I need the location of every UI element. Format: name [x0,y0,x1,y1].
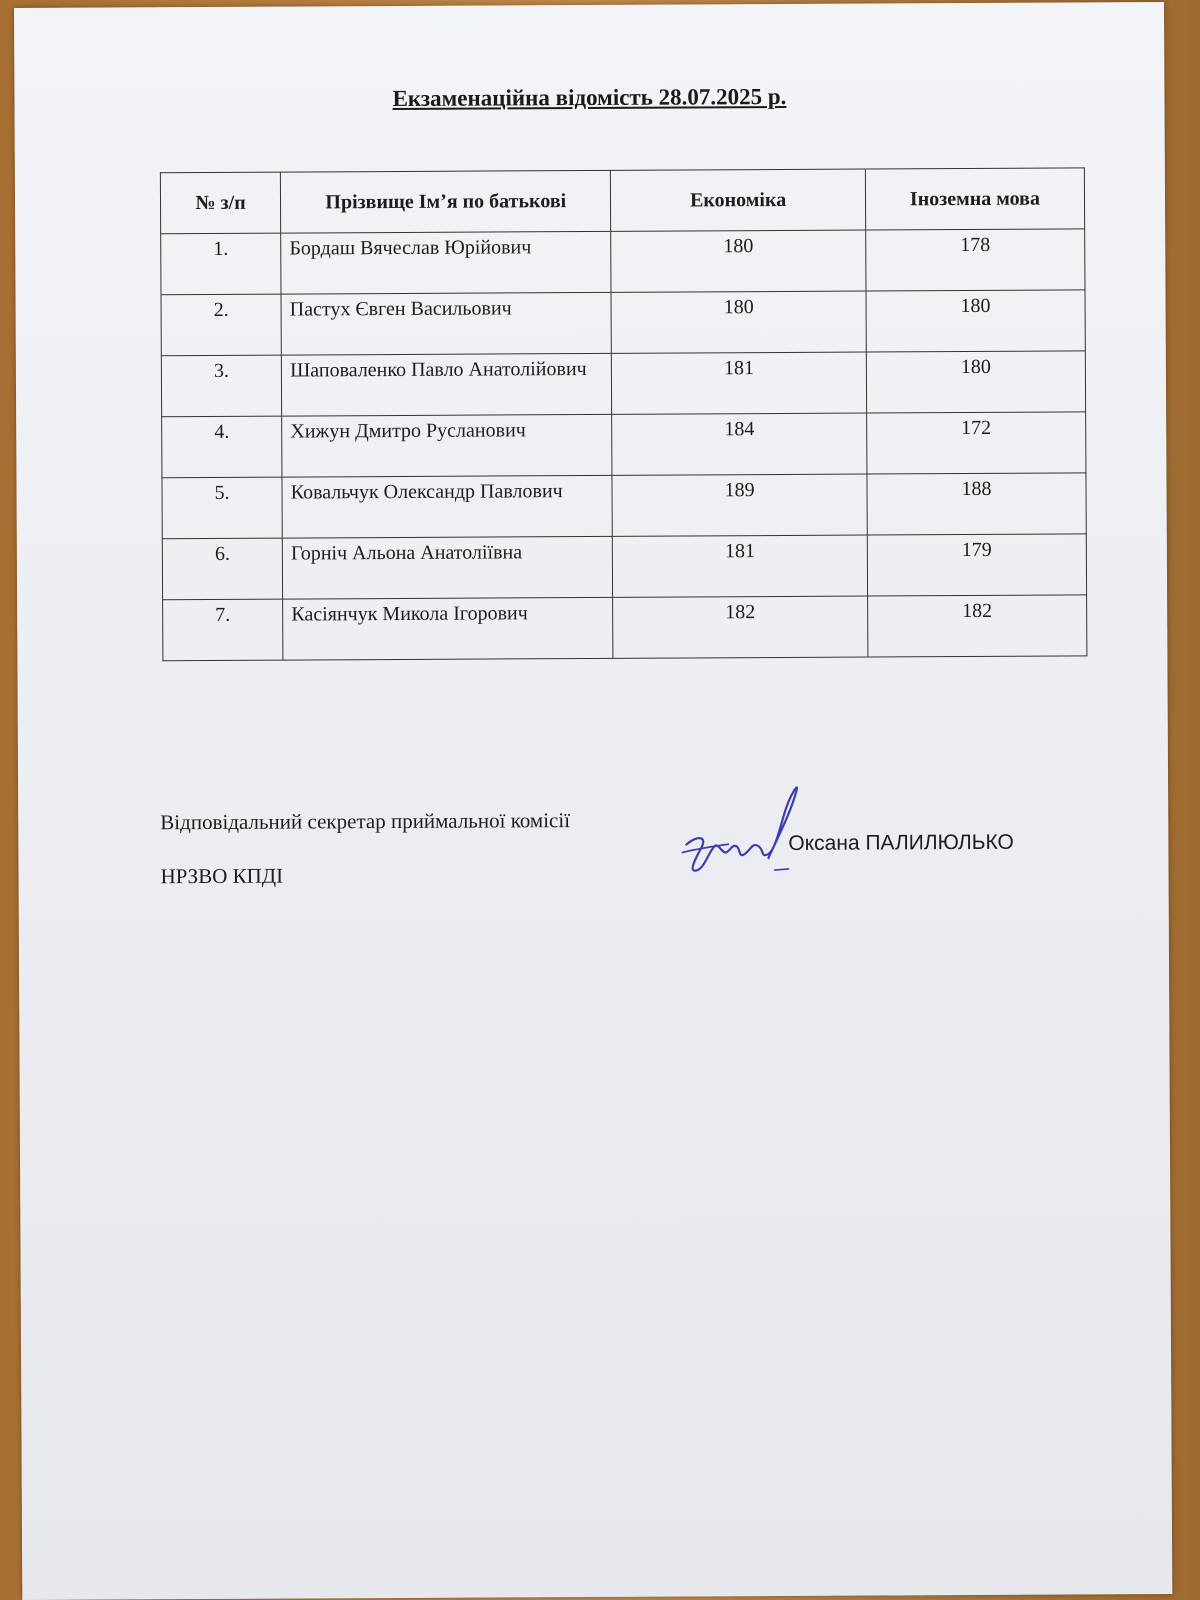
table-row [162,473,1086,539]
table-row [161,290,1085,356]
table-row [162,534,1086,600]
header-number: № з/п [160,172,280,234]
table-header-row [160,168,1084,234]
row-economics-score: 184 [612,413,867,475]
document-title: Екзаменаційна відомість 28.07.2025 р. [392,83,787,112]
row-name: Ковальчук Олександр Павлович [282,475,613,538]
row-economics-score: 182 [613,596,868,658]
row-language-score: 182 [867,595,1086,657]
table-row [162,412,1086,478]
row-language-score: 179 [867,534,1086,596]
table-row [161,229,1085,295]
row-language-score: 188 [867,473,1086,535]
document-sheet [14,2,1172,1600]
row-name: Касіянчук Микола Ігорович [283,597,614,660]
row-language-score: 172 [866,412,1085,474]
row-name: Бордаш Вячеслав Юрійович [281,231,612,294]
row-language-score: 178 [866,229,1085,291]
row-name: Шаповаленко Павло Анатолійович [281,353,612,416]
row-language-score: 180 [866,290,1085,352]
table-row [161,351,1085,417]
header-full-name: Прізвище Ім’я по батькові [281,170,612,233]
row-language-score: 180 [866,351,1085,413]
signature-block [160,793,570,903]
grades-table [160,167,1088,661]
row-economics-score: 189 [612,474,867,536]
table-row [163,595,1087,661]
signer-name: Оксана ПАЛИЛЮЛЬКО [788,830,1014,855]
row-name: Хижун Дмитро Русланович [282,414,613,477]
secretary-position: Відповідальний секретар приймальної комісії [160,808,571,835]
row-number: 2. [161,294,281,356]
row-number: 4. [162,416,282,478]
row-number: 5. [162,477,282,539]
header-foreign-language: Іноземна мова [865,168,1084,230]
row-economics-score: 180 [611,291,866,353]
row-name: Горніч Альона Анатоліївна [282,536,613,599]
row-economics-score: 181 [612,352,867,414]
row-number: 1. [161,233,281,295]
row-economics-score: 181 [613,535,868,597]
row-name: Пастух Євген Васильович [281,292,612,355]
row-number: 6. [162,538,282,600]
row-economics-score: 180 [611,230,866,292]
row-number: 7. [163,599,283,661]
row-number: 3. [161,355,281,417]
header-economics: Економіка [611,169,866,231]
institution-name: НРЗВО КПДІ [160,863,284,889]
